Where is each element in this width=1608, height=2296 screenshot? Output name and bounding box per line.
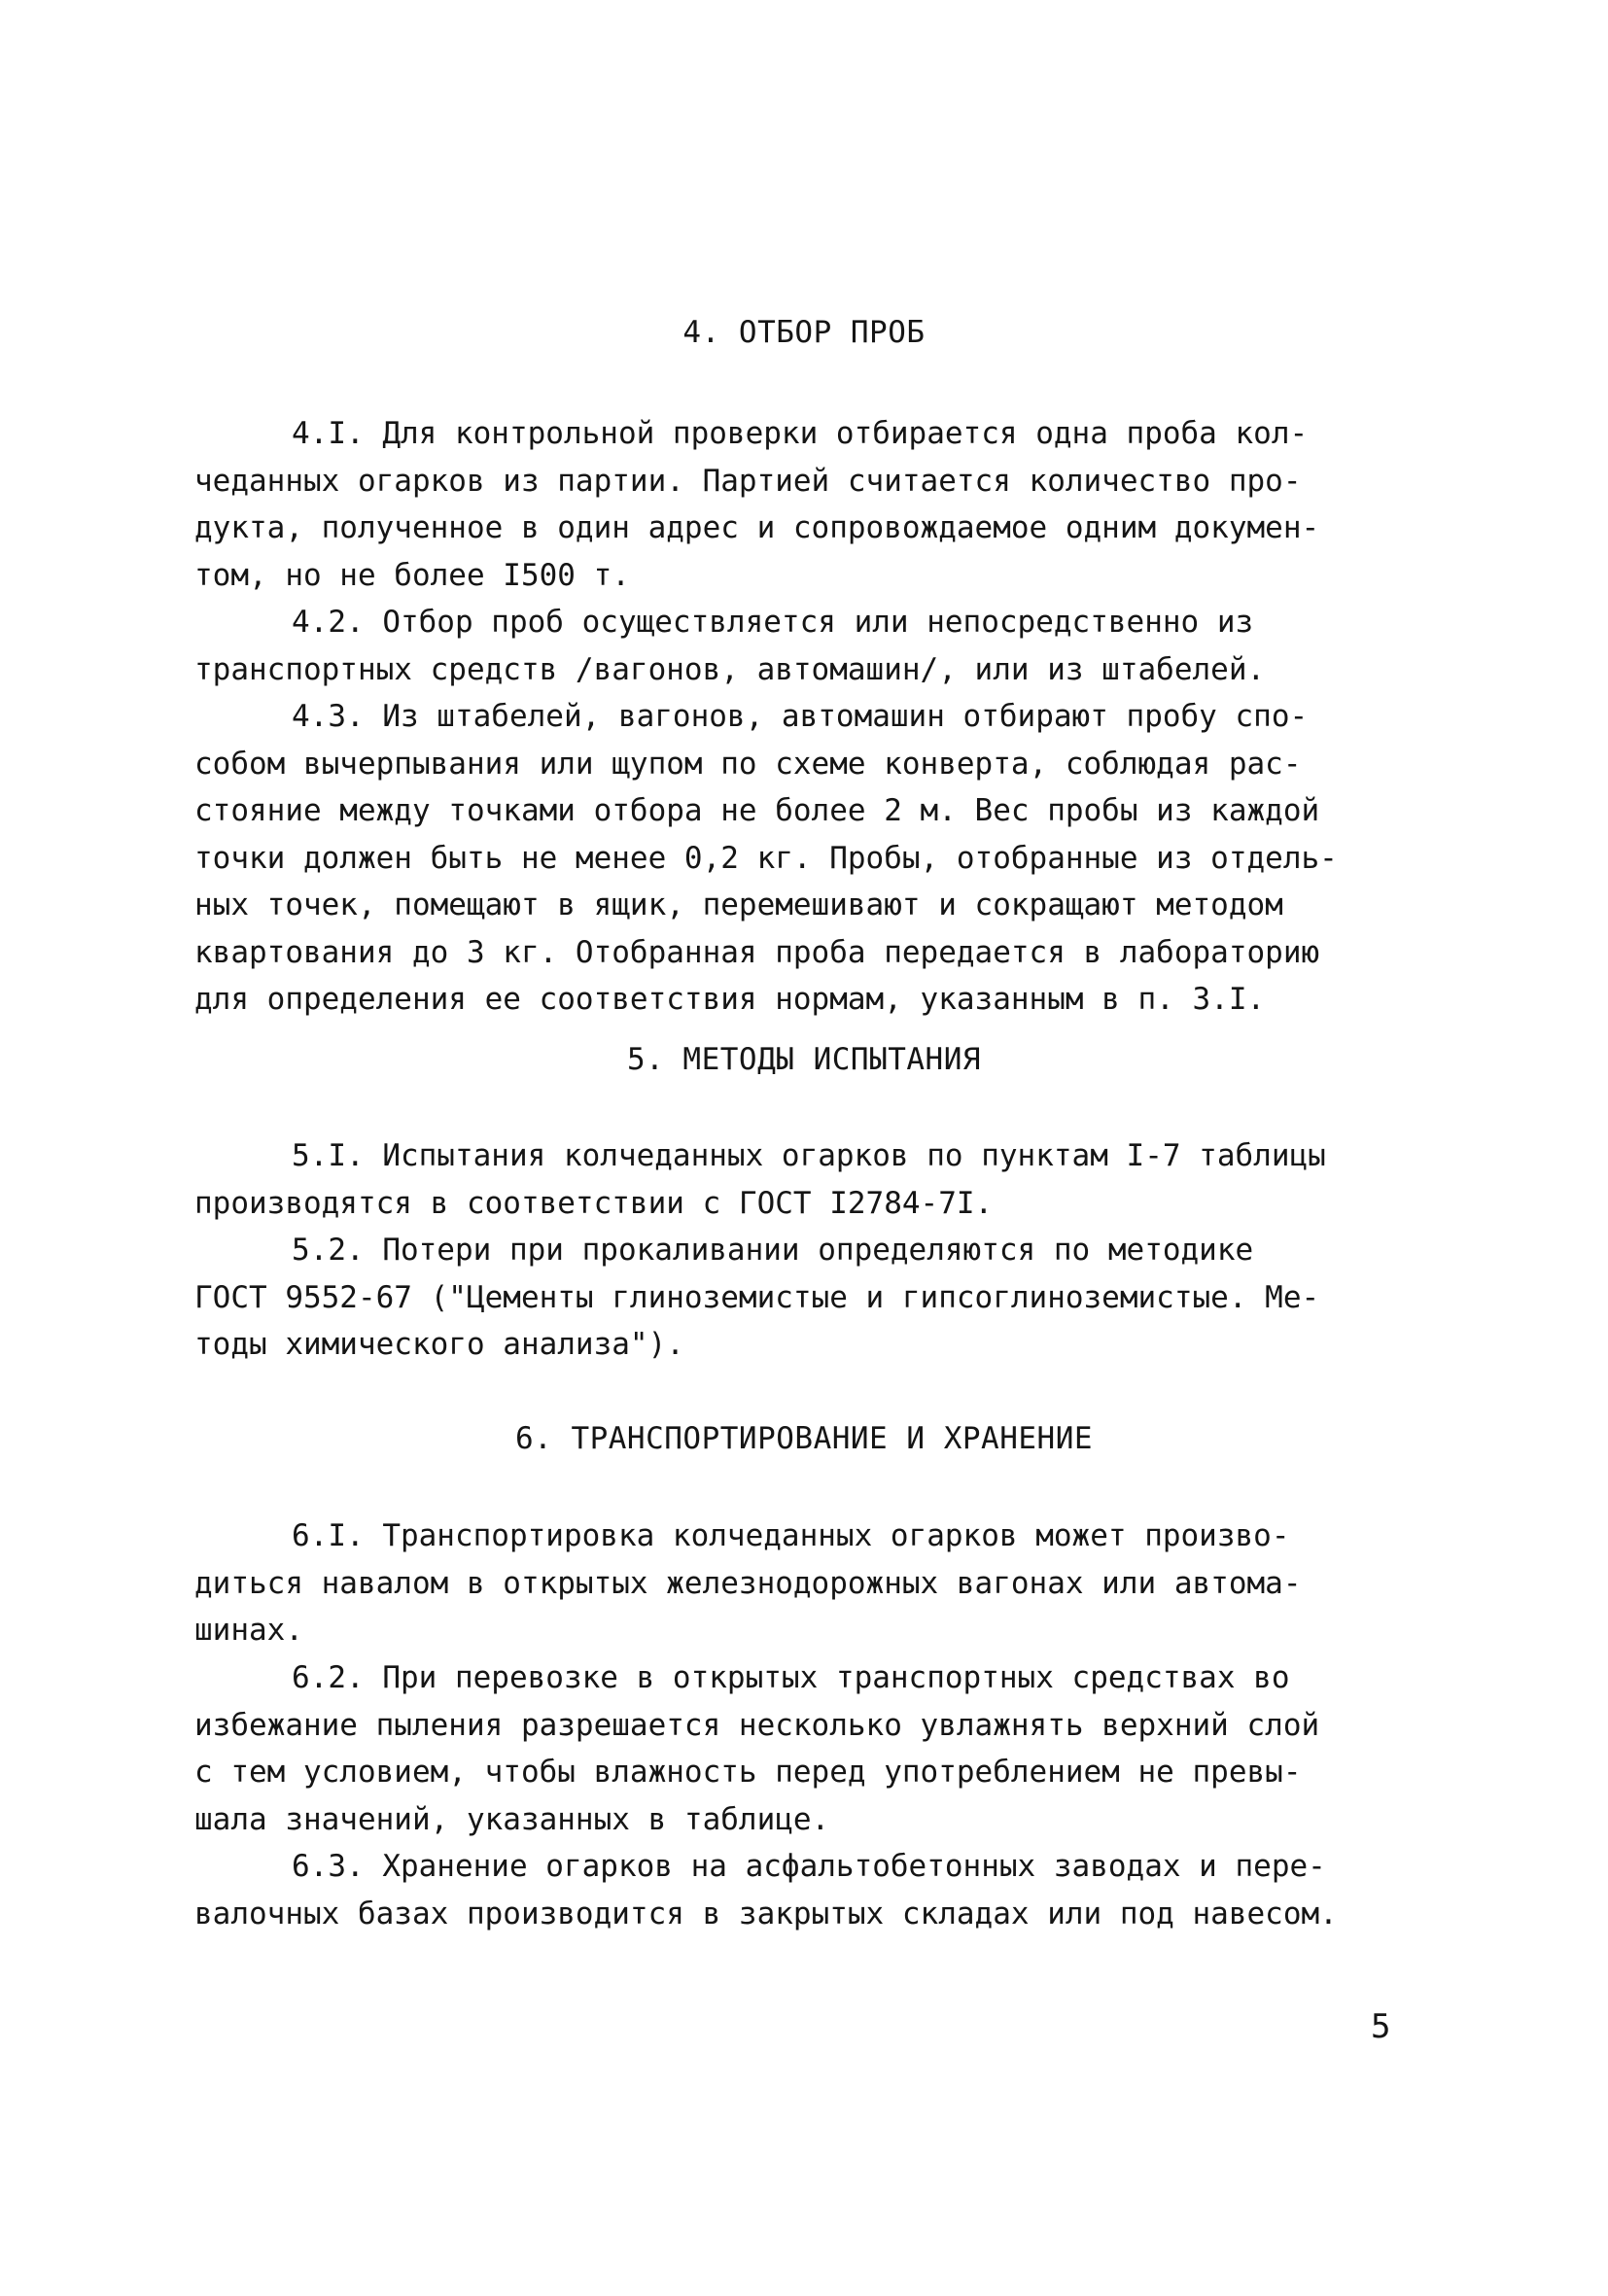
- text-line: 5.2. Потери при прокаливании определяются по методике: [292, 1233, 1254, 1268]
- paragraph-4-2: [194, 599, 1439, 693]
- text-line: производятся в соответствии с ГОСТ I2784-7I.: [194, 1185, 994, 1221]
- paragraph-5-2: [194, 1227, 1439, 1369]
- text-line: 6.3. Хранение огарков на асфальтобетонных заводах и пере-: [292, 1849, 1326, 1884]
- section-4-heading: 4. ОТБОР ПРОБ: [682, 315, 926, 350]
- paragraph-6-1: [194, 1513, 1439, 1654]
- paragraph-5-1: [194, 1132, 1439, 1227]
- text-line: том, но не более I500 т.: [194, 557, 630, 593]
- text-line: собом вычерпывания или щупом по схеме конверта, соблюдая рас-: [194, 746, 1302, 782]
- text-line: с тем условием, чтобы влажность перед употреблением не превы-: [194, 1755, 1302, 1790]
- paragraph-4-3: [194, 693, 1439, 1024]
- text-line: тоды химического анализа").: [194, 1327, 684, 1362]
- text-line: шинах.: [194, 1613, 303, 1648]
- text-line: 5.I. Испытания колчеданных огарков по пунктам I-7 таблицы: [292, 1138, 1326, 1173]
- section-5-heading: 5. МЕТОДЫ ИСПЫТАНИЯ: [626, 1042, 982, 1077]
- text-line: 4.2. Отбор проб осуществляется или непосредственно из: [292, 605, 1254, 640]
- text-line: диться навалом в открытых железнодорожных вагонах или автома-: [194, 1565, 1302, 1601]
- paragraph-6-2: [194, 1654, 1439, 1843]
- text-line: 4.I. Для контрольной проверки отбирается одна проба кол-: [292, 416, 1309, 451]
- text-line: шала значений, указанных в таблице.: [194, 1801, 830, 1837]
- text-line: транспортных средств /вагонов, автомашин/, или из штабелей.: [194, 651, 1266, 687]
- text-line: дукта, полученное в один адрес и сопровождаемое одним докумен-: [194, 510, 1320, 545]
- paragraph-6-3: [194, 1843, 1439, 1937]
- text-line: стояние между точками отбора не более 2 м. Вес пробы из каждой: [194, 793, 1320, 828]
- text-line: точки должен быть не менее 0,2 кг. Пробы, отобранные из отдель-: [194, 840, 1338, 876]
- section-6-heading: 6. ТРАНСПОРТИРОВАНИЕ И ХРАНЕНИЕ: [514, 1421, 1094, 1456]
- text-line: квартования до 3 кг. Отобранная проба передается в лабораторию: [194, 934, 1320, 970]
- text-line: чеданных огарков из партии. Партией считается количество про-: [194, 463, 1302, 499]
- text-line: избежание пыления разрешается несколько увлажнять верхний слой: [194, 1707, 1320, 1743]
- paragraph-4-1: [194, 410, 1439, 599]
- text-line: для определения ее соответствия нормам, указанным в п. 3.I.: [194, 982, 1266, 1017]
- text-line: валочных базах производится в закрытых складах или под навесом.: [194, 1896, 1338, 1931]
- text-line: 4.3. Из штабелей, вагонов, автомашин отбирают пробу спо-: [292, 699, 1309, 734]
- page-number: 5: [1371, 2007, 1391, 2046]
- text-line: 6.2. При перевозке в открытых транспортных средствах во: [292, 1660, 1290, 1695]
- text-line: ГОСТ 9552-67 ("Цементы глиноземистые и гипсоглиноземистые. Ме-: [194, 1279, 1320, 1315]
- text-line: 6.I. Транспортировка колчеданных огарков может произво-: [292, 1518, 1290, 1553]
- text-line: ных точек, помещают в ящик, перемешивают и сокращают методом: [194, 887, 1283, 922]
